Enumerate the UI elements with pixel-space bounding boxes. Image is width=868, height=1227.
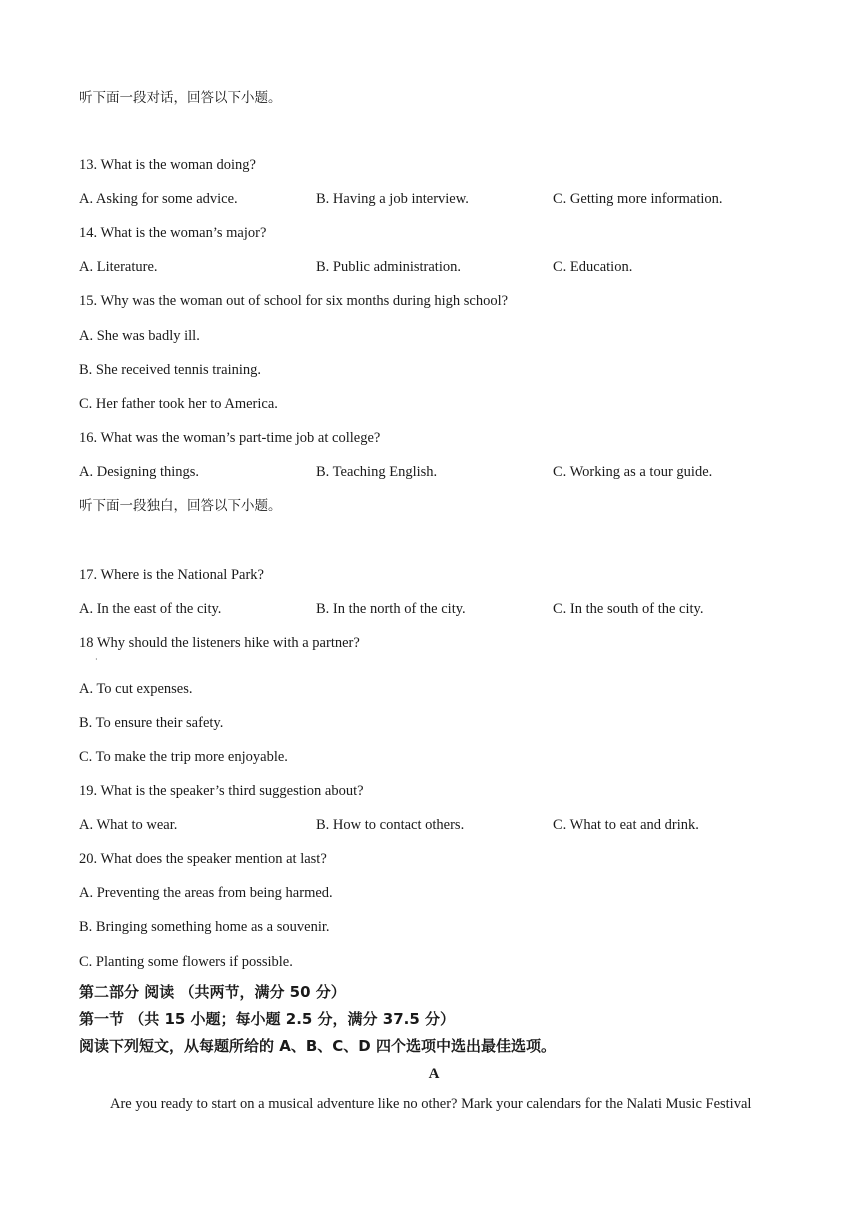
question-20: 20. What does the speaker mention at last?: [79, 851, 327, 867]
q15-option-c: C. Her father took her to America.: [79, 396, 278, 412]
q15-option-a: A. She was badly ill.: [79, 328, 200, 344]
q14-option-a: A. Literature.: [79, 259, 158, 275]
section-one-heading: 第一节 （共 15 小题；每小题 2.5 分，满分 37.5 分）: [79, 1010, 456, 1028]
dialogue-instruction: 听下面一段对话，回答以下小题。: [79, 90, 282, 106]
q15-option-b: B. She received tennis training.: [79, 362, 262, 378]
q20-option-a: A. Preventing the areas from being harmed.: [79, 885, 333, 901]
question-18: 18 Why should the listeners hike with a partner?: [79, 635, 360, 651]
q20-option-b: B. Bringing something home as a souvenir.: [79, 919, 330, 935]
q16-option-a: A. Designing things.: [79, 464, 200, 480]
monologue-instruction: 听下面一段独白，回答以下小题。: [79, 498, 282, 514]
stray-dot-mark: ·: [95, 655, 98, 664]
q18-option-a: A. To cut expenses.: [79, 681, 193, 697]
q13-option-c: C. Getting more information.: [553, 191, 723, 207]
question-15: 15. Why was the woman out of school for six months during high school?: [79, 293, 509, 309]
passage-first-line: Are you ready to start on a musical adventure like no other? Mark your calendars for the Nalati Music Festival: [110, 1096, 752, 1112]
part-two-heading: 第二部分 阅读 （共两节，满分 50 分）: [79, 983, 346, 1001]
q16-option-b: B. Teaching English.: [316, 464, 438, 480]
q19-option-b: B. How to contact others.: [316, 817, 465, 833]
q17-option-a: A. In the east of the city.: [79, 601, 222, 617]
q16-option-c: C. Working as a tour guide.: [553, 464, 713, 480]
q17-option-c: C. In the south of the city.: [553, 601, 704, 617]
q19-option-a: A. What to wear.: [79, 817, 178, 833]
question-13: 13. What is the woman doing?: [79, 157, 256, 173]
question-19: 19. What is the speaker’s third suggestion about?: [79, 783, 364, 799]
q13-option-b: B. Having a job interview.: [316, 191, 469, 207]
question-14: 14. What is the woman’s major?: [79, 225, 267, 241]
q13-option-a: A. Asking for some advice.: [79, 191, 238, 207]
passage-label: A: [428, 1066, 440, 1082]
q20-option-c: C. Planting some flowers if possible.: [79, 954, 293, 970]
q18-option-b: B. To ensure their safety.: [79, 715, 224, 731]
q14-option-b: B. Public administration.: [316, 259, 461, 275]
q14-option-c: C. Education.: [553, 259, 633, 275]
question-17: 17. Where is the National Park?: [79, 567, 264, 583]
q17-option-b: B. In the north of the city.: [316, 601, 466, 617]
q18-option-c: C. To make the trip more enjoyable.: [79, 749, 288, 765]
reading-instruction: 阅读下列短文，从每题所给的 A、B、C、D 四个选项中选出最佳选项。: [79, 1037, 556, 1055]
q19-option-c: C. What to eat and drink.: [553, 817, 699, 833]
question-16: 16. What was the woman’s part-time job at college?: [79, 430, 381, 446]
